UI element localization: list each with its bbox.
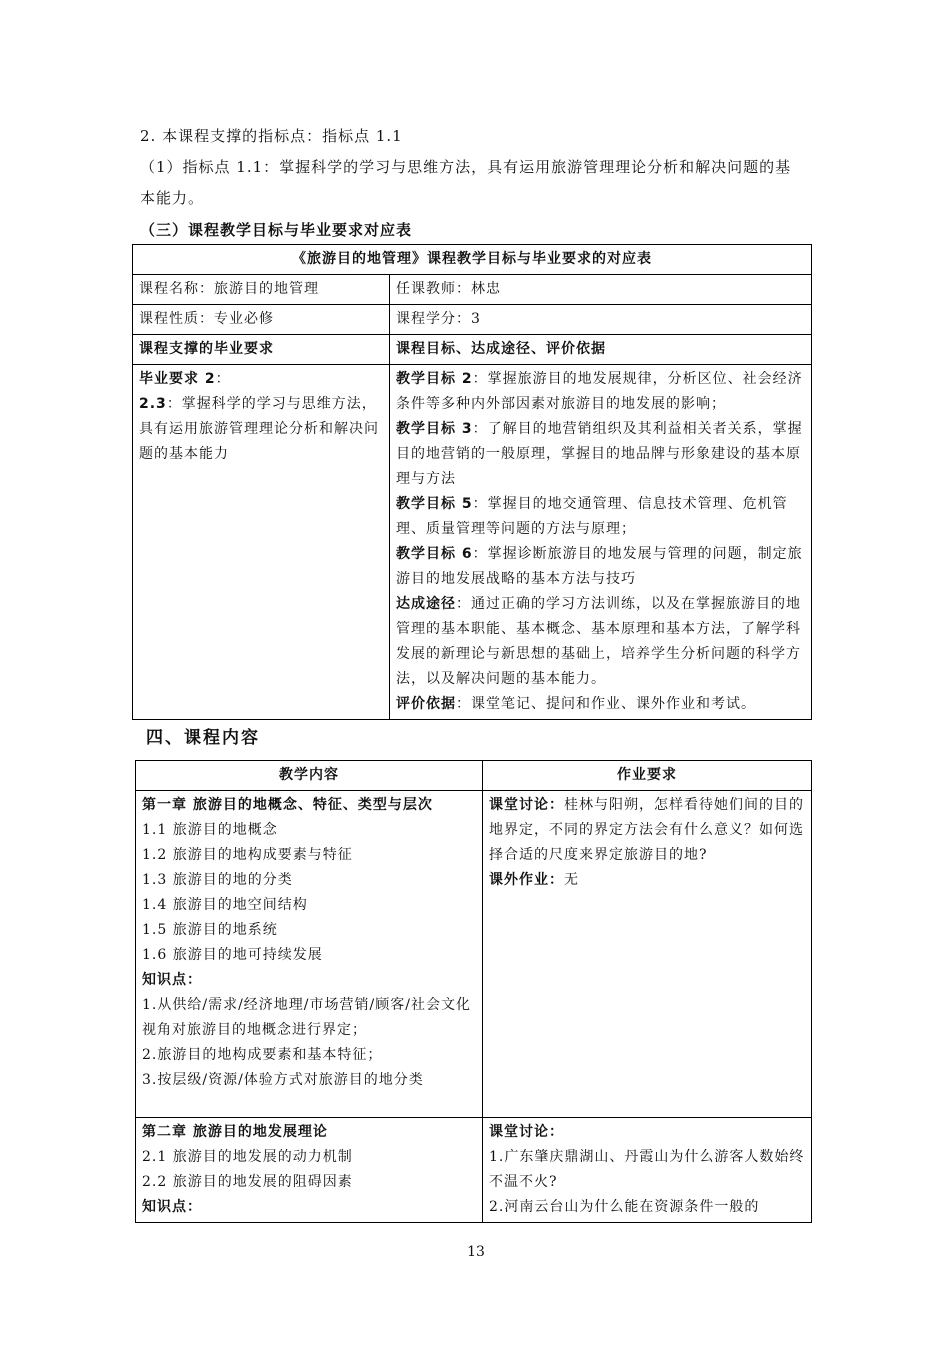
list-item: 1.4 旅游目的地空间结构 — [142, 897, 308, 913]
knowledge-points-label: 知识点： — [142, 972, 202, 988]
list-item: 2.1 旅游目的地发展的动力机制 — [142, 1149, 353, 1165]
discussion-text: 桂林与阳朔，怎样看待她们间的目的地界定，不同的界定方法会有什么意义？如何选择合适的尺度来界定旅游目的地? — [489, 797, 804, 863]
goals-cell — [390, 365, 812, 720]
list-item: 1.3 旅游目的地的分类 — [142, 872, 293, 888]
chapter2-content-cell — [136, 1118, 483, 1223]
goal-label: 教学目标 6 — [396, 546, 473, 562]
grad-req-cell — [133, 365, 390, 720]
course-content-table — [135, 760, 812, 1223]
knowledge-point: 3.按层级/资源/体验方式对旅游目的地分类 — [142, 1072, 424, 1088]
course-name-cell: 课程名称：旅游目的地管理 — [133, 275, 390, 305]
list-item: 1.5 旅游目的地系统 — [142, 922, 278, 938]
goal-item — [396, 417, 805, 492]
goal-text: ：通过正确的学习方法训练，以及在掌握旅游目的地管理的基本职能、基本概念、基本原理和基本方法，了解学科发展的新理论与新思想的基础上，培养学生分析问题的科学方法，以及解决问题的基本能力。 — [396, 596, 801, 687]
goal-label: 教学目标 3 — [396, 421, 473, 437]
table1-title: 《旅游目的地管理》课程教学目标与毕业要求的对应表 — [133, 245, 812, 275]
goal-label: 教学目标 2 — [396, 371, 473, 387]
discussion-item: 1.广东肇庆鼎湖山、丹霞山为什么游客人数始终不温不火? — [489, 1149, 805, 1190]
goal-item — [396, 592, 805, 692]
goal-item — [396, 692, 805, 717]
grad-req-colon: ： — [215, 371, 231, 387]
grad-req-header: 课程支撑的毕业要求 — [133, 335, 390, 365]
goal-item — [396, 367, 805, 417]
chapter1-homework-cell — [483, 791, 812, 1118]
goal-text: ：掌握旅游目的地发展规律，分析区位、社会经济条件等多种内外部因素对旅游目的地发展的影响； — [396, 371, 803, 412]
extracurricular-text: 无 — [564, 872, 579, 888]
list-item: 1.2 旅游目的地构成要素与特征 — [142, 847, 353, 863]
extracurricular-label: 课外作业： — [489, 872, 564, 888]
homework-header: 作业要求 — [483, 761, 812, 791]
goals-header: 课程目标、达成途径、评价依据 — [390, 335, 812, 365]
intro-line-2: （1）指标点 1.1：掌握科学的学习与思维方法，具有运用旅游管理理论分析和解决问题的基 — [140, 158, 792, 176]
discussion-label: 课堂讨论： — [489, 1124, 564, 1140]
goal-item — [396, 542, 805, 592]
chapter2-title: 第二章 旅游目的地发展理论 — [142, 1124, 328, 1140]
chapter2-homework-cell — [483, 1118, 812, 1223]
goal-text: ：了解目的地营销组织及其利益相关者关系，掌握目的地营销的一般原理，掌握目的地品牌与形象建设的基本原理与方法 — [396, 421, 803, 487]
list-item: 2.2 旅游目的地发展的阻碍因素 — [142, 1174, 353, 1190]
goal-text: ：掌握诊断旅游目的地发展与管理的问题，制定旅游目的地发展战略的基本方法与技巧 — [396, 546, 803, 587]
goal-label: 评价依据 — [396, 696, 456, 712]
knowledge-point: 2.旅游目的地构成要素和基本特征； — [142, 1047, 383, 1063]
list-item: 1.1 旅游目的地概念 — [142, 822, 278, 838]
goal-item — [396, 492, 805, 542]
course-credit-cell: 课程学分：3 — [390, 305, 812, 335]
list-item: 1.6 旅游目的地可持续发展 — [142, 947, 323, 963]
knowledge-points-label: 知识点： — [142, 1199, 202, 1215]
course-nature-cell: 课程性质：专业必修 — [133, 305, 390, 335]
grad-req-sub-text: ：掌握科学的学习与思维方法，具有运用旅游管理理论分析和解决问题的基本能力 — [139, 396, 379, 462]
knowledge-point: 1.从供给/需求/经济地理/市场营销/顾客/社会文化视角对旅游目的地概念进行界定； — [142, 997, 471, 1038]
goal-label: 教学目标 5 — [396, 496, 473, 512]
content-header: 教学内容 — [136, 761, 483, 791]
grad-req-sub-label: 2.3 — [139, 396, 167, 412]
goal-text: ：课堂笔记、提问和作业、课外作业和考试。 — [456, 696, 756, 712]
discussion-label: 课堂讨论： — [489, 797, 564, 813]
goal-label: 达成途径 — [396, 596, 456, 612]
intro-line-1: 2. 本课程支撑的指标点：指标点 1.1 — [140, 127, 403, 145]
chapter1-title: 第一章 旅游目的地概念、特征、类型与层次 — [142, 797, 433, 813]
grad-req-label: 毕业要求 2 — [139, 371, 216, 387]
intro-line-3: 本能力。 — [140, 189, 205, 207]
goals-mapping-table — [132, 244, 812, 720]
chapter1-content-cell — [136, 791, 483, 1118]
teacher-cell: 任课教师：林忠 — [390, 275, 812, 305]
discussion-item: 2.河南云台山为什么能在资源条件一般的 — [489, 1199, 760, 1215]
goal-text: ：掌握目的地交通管理、信息技术管理、危机管理、质量管理等问题的方法与原理； — [396, 496, 788, 537]
page-number: 13 — [467, 1244, 485, 1260]
section-4-title: 四、课程内容 — [146, 728, 260, 748]
section-3-title: （三）课程教学目标与毕业要求对应表 — [140, 221, 413, 239]
